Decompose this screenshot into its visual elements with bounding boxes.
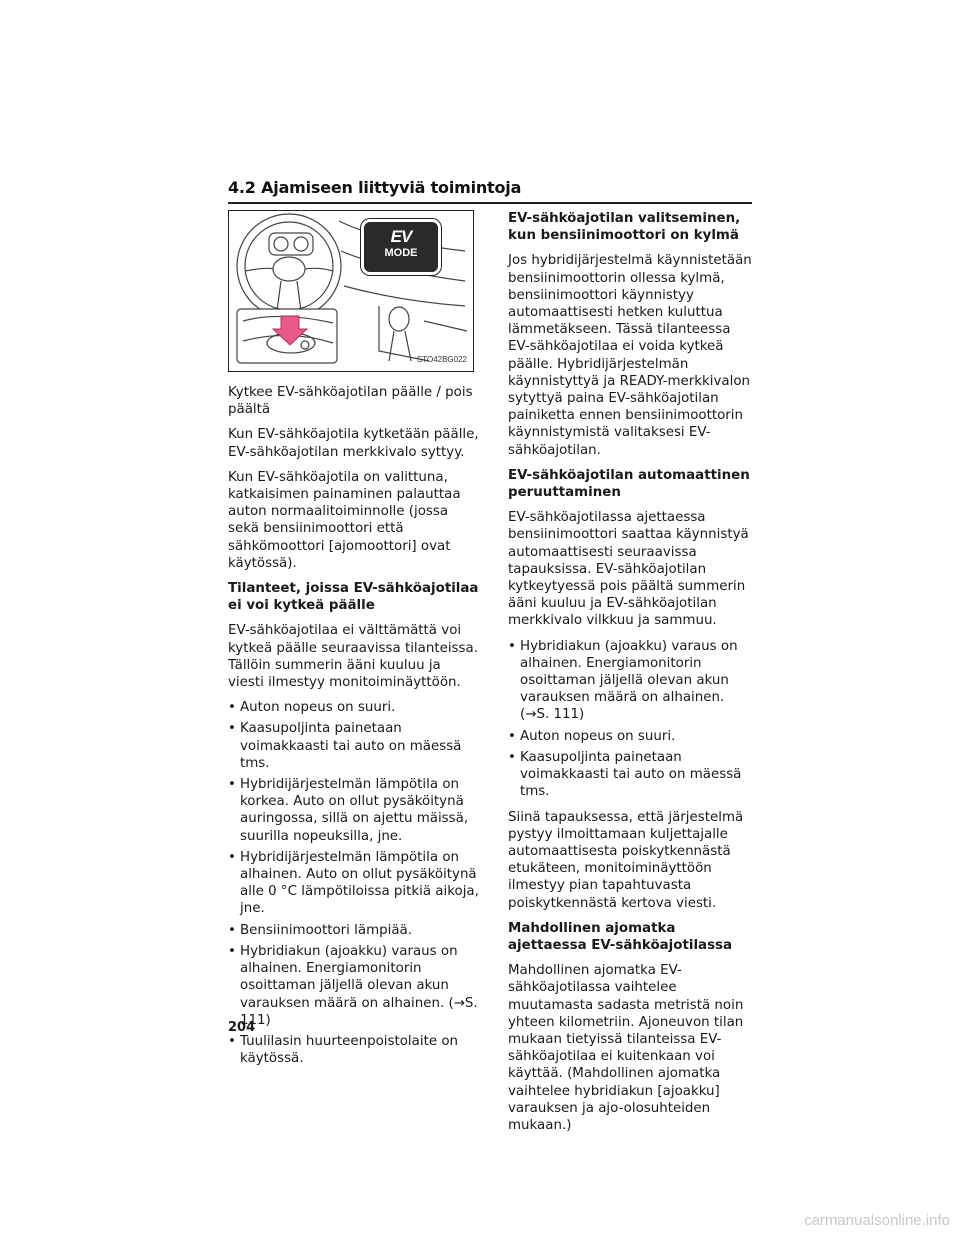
list-item: • Hybridiakun (ajoakku) varaus on alhainen. Energiamonitorin osoittaman jäljellä olevan akun varauksen määrä on alhainen. (→S. 111) (228, 943, 480, 1029)
subheading: Mahdollinen ajomatka ajettaessa EV-sähköajotilassa (508, 920, 733, 953)
bullet-list (508, 638, 752, 801)
list-item: • Hybridijärjestelmän lämpötila on korkea. Auto on ollut pysäköitynä auringossa, sillä on ajettu mäissä, suurilla nopeuksilla, jne. (228, 776, 480, 845)
list-item: • Tuulilasin huurteenpoistolaite on käytössä. (228, 1033, 480, 1067)
left-column (228, 210, 480, 1075)
list-item: • Auton nopeus on suuri. (228, 699, 480, 716)
list-item: • Kaasupoljinta painetaan voimakkaasti tai auto on mäessä tms. (228, 720, 480, 772)
steering-wheel-outline (237, 214, 341, 318)
figure-code: STO42BG022 (416, 354, 467, 364)
list-item: • Bensiinimoottori lämpiää. (228, 922, 480, 939)
ev-badge-top: EV (390, 227, 412, 246)
ev-mode-illustration (228, 210, 474, 372)
paragraph: Kun EV-sähköajotila on valittuna, katkaisimen painaminen palauttaa auton normaalitoiminnolle (jossa sekä bensiinimoottori että sähkömoottori [ajomoottori] ovat käytössä). (228, 469, 461, 571)
paragraph: Jos hybridijärjestelmä käynnistetään bensiinimoottorin ollessa kylmä, bensiinimoottori käynnistyy automaattisesti hetken kuluttua lämmetäkseen. Tässä tilanteessa EV-sähköajotilaa ei voida kytkeä päälle. Hybridijärjestelmän käynnistyttyä ja READY-merkkivalon sytyttyä paina EV-sähköajotilan painiketta ennen bensiinimoottorin käynnistymistä valitaksesi EV-sähköajotilan. (508, 253, 752, 458)
subheading: EV-sähköajotilan automaattinen peruuttaminen (508, 467, 750, 501)
section-header: 4.2 Ajamiseen liittyviä toimintoja (228, 178, 522, 197)
paragraph: Siinä tapauksessa, että järjestelmä pystyy ilmoittamaan kuljettajalle automaattisesta poiskytkennästä etukäteen, monitoiminäyttöön ilmestyy pian tapahtuvasta poiskytkennästä kertova viesti. (508, 809, 744, 911)
list-item: • Auton nopeus on suuri. (508, 728, 752, 745)
page-number: 204 (228, 1020, 256, 1035)
paragraph: Kun EV-sähköajotila kytketään päälle, EV-sähköajotilan merkkivalo syttyy. (228, 427, 479, 460)
paragraph: Mahdollinen ajomatka EV-sähköajotilassa vaihtelee muutamasta sadasta metristä noin yhteen kilometriin. Ajoneuvon tilan mukaan tietyissä tilanteissa EV-sähköajotilaa ei kuitenkaan voi käyttää. (Mahdollinen ajomatka vaihtelee hybridiakun [ajoakku] varauksen ja ajo-olosuhteiden mukaan.) (508, 963, 744, 1133)
subheading: EV-sähköajotilan valitseminen, kun bensiinimoottori on kylmä (508, 211, 741, 244)
list-item: • Hybridijärjestelmän lämpötila on alhainen. Auto on ollut pysäköitynä alle 0 °C lämpötiloissa pitkiä aikoja, jne. (228, 849, 480, 918)
bullet-list (228, 699, 480, 1067)
ev-badge-bottom: MODE (384, 247, 418, 259)
list-item: • Kaasupoljinta painetaan voimakkaasti tai auto on mäessä tms. (508, 749, 752, 801)
watermark: carmanualsonline.info (804, 1212, 950, 1229)
paragraph: EV-sähköajotilaa ei välttämättä voi kytkeä päälle seuraavissa tilanteissa. Tällöin summerin ääni kuuluu ja viesti ilmestyy monitoiminäyttöön. (228, 623, 478, 691)
right-column (508, 210, 752, 1142)
header-rule (228, 202, 752, 204)
subheading: Tilanteet, joissa EV-sähköajotilaa ei voi kytkeä päälle (228, 581, 479, 614)
list-item: • Hybridiakun (ajoakku) varaus on alhainen. Energiamonitorin osoittaman jäljellä olevan akun varauksen määrä on alhainen. (→S. 111) (508, 638, 752, 724)
paragraph: EV-sähköajotilassa ajettaessa bensiinimoottori saattaa käynnistyä automaattisesti seuraavissa tapauksissa. EV-sähköajotilan kytkeytyessä pois päältä summerin ääni kuuluu ja EV-sähköajotilan merkkivalo vilkkuu ja sammuu. (508, 510, 749, 629)
ev-mode-button-icon (361, 219, 441, 275)
figure-caption: Kytkee EV-sähköajotilan päälle / pois päältä (228, 385, 473, 418)
